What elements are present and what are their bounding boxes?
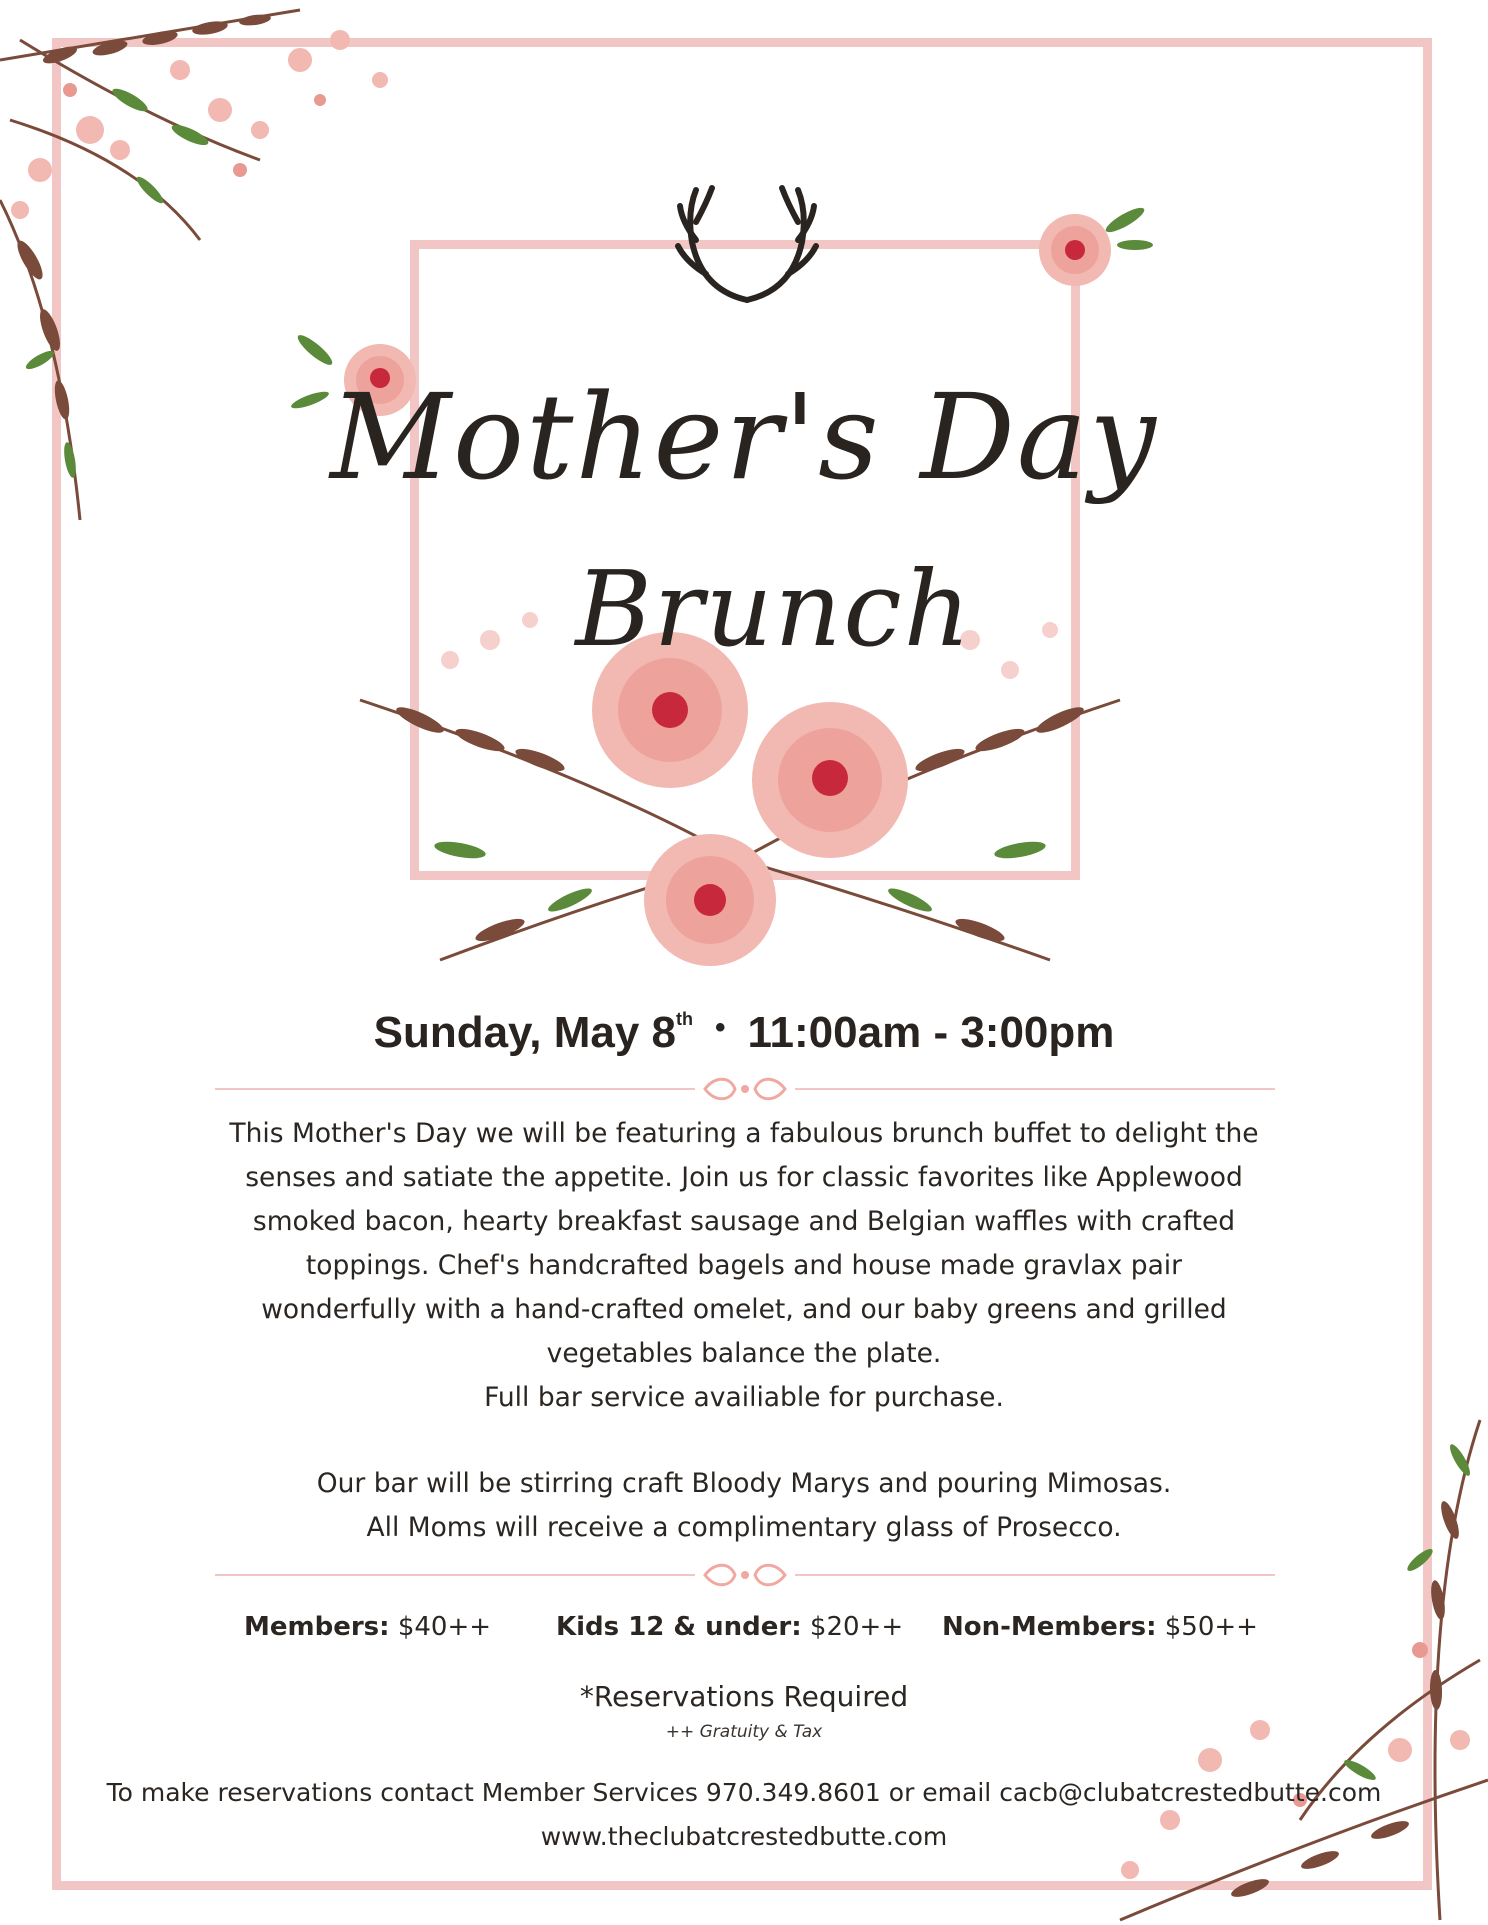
description-line: toppings. Chef's handcrafted bagels and house made gravlax pair	[305, 1250, 1183, 1281]
description-line: All Moms will receive a complimentary glass of Prosecco.	[366, 1512, 1122, 1543]
event-date-time	[0, 1008, 1488, 1058]
description	[190, 1112, 1298, 1550]
antlers-icon	[672, 182, 822, 312]
small-rose	[1015, 190, 1165, 300]
price-non-members	[942, 1612, 1258, 1642]
price-label: Members:	[244, 1612, 390, 1642]
event-day-suffix: th	[676, 1009, 693, 1029]
pricing-row	[190, 1612, 1298, 1652]
price-kids	[556, 1612, 903, 1642]
title-line-1: Mother's Day	[330, 368, 1158, 506]
contact-line[interactable]: To make reservations contact Member Services 970.349.8601 or email cacb@clubatcrestedbutte.com	[106, 1778, 1382, 1807]
description-line: This Mother's Day we will be featuring a fabulous brunch buffet to delight the	[229, 1118, 1259, 1149]
separator-dot: •	[715, 1011, 726, 1044]
description-line: Full bar service availiable for purchase.	[484, 1382, 1004, 1413]
price-label: Kids 12 & under:	[556, 1612, 802, 1642]
ornament-divider	[215, 1074, 1275, 1104]
description-line: vegetables balance the plate.	[546, 1338, 942, 1369]
description-line: senses and satiate the appetite. Join us for classic favorites like Applewood	[245, 1162, 1243, 1193]
fees-note: ++ Gratuity & Tax	[665, 1722, 823, 1742]
title-line-2: Brunch	[575, 548, 973, 670]
event-time: 11:00am - 3:00pm	[747, 1008, 1115, 1057]
event-day: Sunday, May 8	[373, 1008, 676, 1057]
website-link[interactable]: www.theclubatcrestedbutte.com	[540, 1822, 948, 1851]
description-line: smoked bacon, hearty breakfast sausage and Belgian waffles with crafted	[252, 1206, 1236, 1237]
price-value: $50++	[1164, 1612, 1258, 1642]
ornament-divider	[215, 1560, 1275, 1590]
price-value: $20++	[809, 1612, 904, 1642]
price-value: $40++	[397, 1612, 492, 1642]
description-line: wonderfully with a hand-crafted omelet, and our baby greens and grilled	[261, 1294, 1227, 1325]
description-line: Our bar will be stirring craft Bloody Marys and pouring Mimosas.	[316, 1468, 1172, 1499]
reservations-note: *Reservations Required	[579, 1680, 909, 1713]
price-label: Non-Members:	[942, 1612, 1157, 1642]
price-members	[244, 1612, 491, 1642]
